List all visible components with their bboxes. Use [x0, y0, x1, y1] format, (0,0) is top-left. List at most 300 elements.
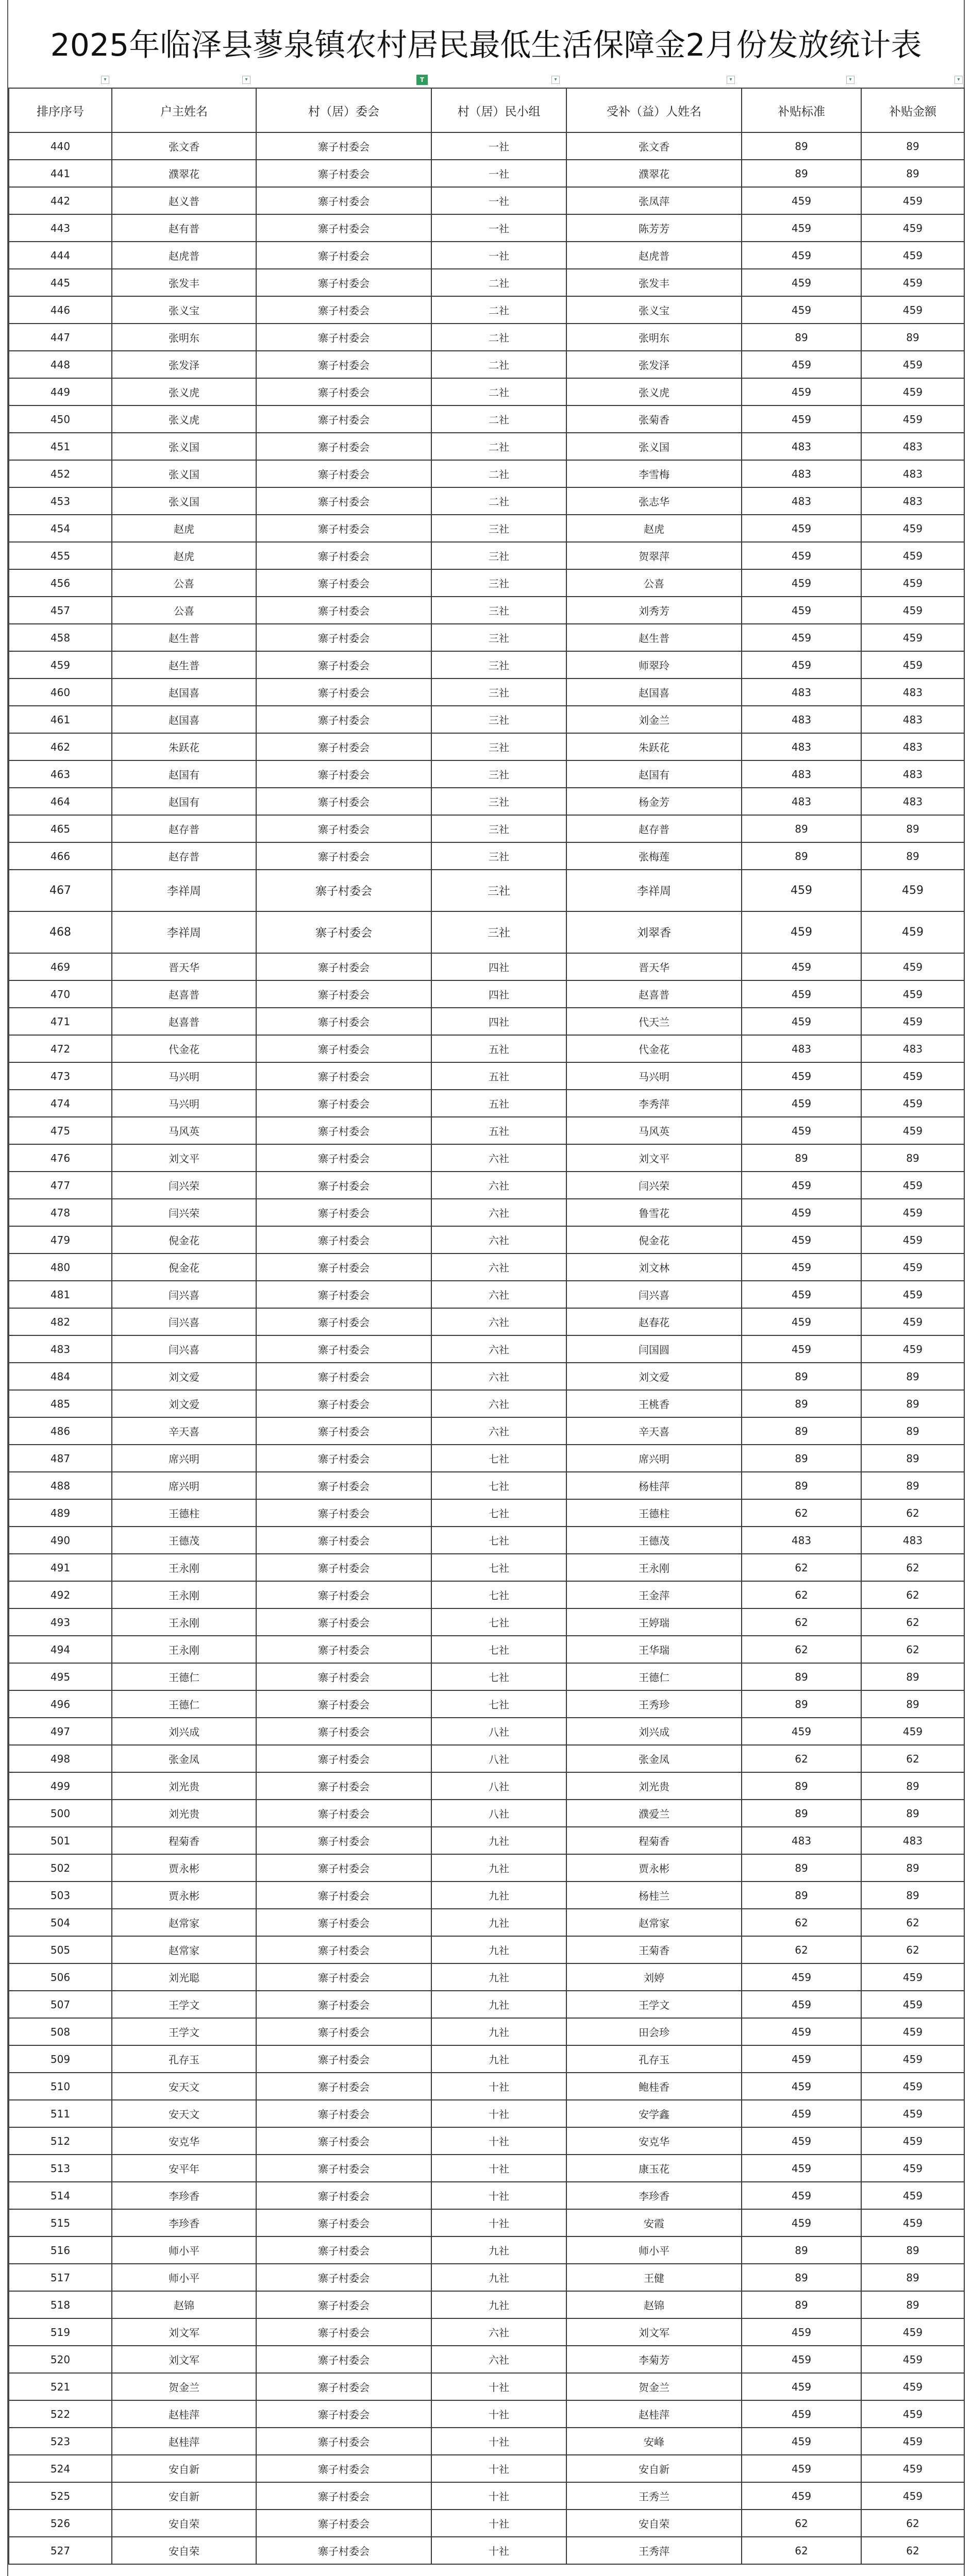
householder-cell[interactable]: 安天文: [112, 2100, 256, 2127]
standard-cell[interactable]: 89: [742, 1472, 861, 1499]
serial-cell[interactable]: 469: [9, 953, 112, 980]
householder-cell[interactable]: 王德仁: [112, 1690, 256, 1718]
group-cell[interactable]: 七社: [431, 1499, 566, 1527]
householder-cell[interactable]: 安自新: [112, 2455, 256, 2482]
serial-cell[interactable]: 455: [9, 542, 112, 569]
serial-cell[interactable]: 488: [9, 1472, 112, 1499]
beneficiary-cell[interactable]: 王华瑞: [566, 1636, 742, 1663]
group-cell[interactable]: 十社: [431, 2182, 566, 2209]
serial-cell[interactable]: 478: [9, 1199, 112, 1226]
group-cell[interactable]: 九社: [431, 2264, 566, 2291]
standard-cell[interactable]: 62: [742, 1499, 861, 1527]
committee-cell[interactable]: 寨子村委会: [256, 269, 431, 296]
group-cell[interactable]: 六社: [431, 1226, 566, 1253]
beneficiary-cell[interactable]: 刘翠香: [566, 911, 742, 953]
committee-cell[interactable]: 寨子村委会: [256, 1991, 431, 2018]
householder-cell[interactable]: 师小平: [112, 2236, 256, 2264]
amount-cell[interactable]: 89: [861, 1445, 964, 1472]
householder-cell[interactable]: 张文香: [112, 132, 256, 160]
group-cell[interactable]: 二社: [431, 405, 566, 433]
amount-cell[interactable]: 459: [861, 651, 964, 679]
householder-cell[interactable]: 赵有普: [112, 214, 256, 242]
standard-cell[interactable]: 459: [742, 1308, 861, 1335]
serial-cell[interactable]: 508: [9, 2018, 112, 2045]
serial-cell[interactable]: 448: [9, 351, 112, 378]
standard-cell[interactable]: 459: [742, 2455, 861, 2482]
standard-cell[interactable]: 459: [742, 2127, 861, 2155]
serial-cell[interactable]: 509: [9, 2045, 112, 2073]
amount-cell[interactable]: 62: [861, 1581, 964, 1608]
householder-cell[interactable]: 安自荣: [112, 2537, 256, 2564]
amount-cell[interactable]: 62: [861, 1745, 964, 1772]
householder-cell[interactable]: 师小平: [112, 2264, 256, 2291]
amount-cell[interactable]: 89: [861, 1854, 964, 1882]
serial-cell[interactable]: 441: [9, 160, 112, 187]
amount-cell[interactable]: 62: [861, 1499, 964, 1527]
beneficiary-cell[interactable]: 赵虎: [566, 515, 742, 542]
serial-cell[interactable]: 446: [9, 296, 112, 324]
householder-cell[interactable]: 马风英: [112, 1117, 256, 1144]
beneficiary-cell[interactable]: 王婷瑞: [566, 1608, 742, 1636]
householder-cell[interactable]: 赵生普: [112, 624, 256, 651]
householder-cell[interactable]: 公喜: [112, 597, 256, 624]
serial-cell[interactable]: 482: [9, 1308, 112, 1335]
householder-cell[interactable]: 张义宝: [112, 296, 256, 324]
serial-cell[interactable]: 458: [9, 624, 112, 651]
committee-cell[interactable]: 寨子村委会: [256, 351, 431, 378]
committee-cell[interactable]: 寨子村委会: [256, 2291, 431, 2318]
group-cell[interactable]: 五社: [431, 1117, 566, 1144]
beneficiary-cell[interactable]: 杨桂萍: [566, 1472, 742, 1499]
amount-cell[interactable]: 89: [861, 1772, 964, 1800]
committee-cell[interactable]: 寨子村委会: [256, 1745, 431, 1772]
beneficiary-cell[interactable]: 濮翠花: [566, 160, 742, 187]
amount-cell[interactable]: 89: [861, 132, 964, 160]
beneficiary-cell[interactable]: 王永刚: [566, 1554, 742, 1581]
committee-cell[interactable]: 寨子村委会: [256, 2073, 431, 2100]
beneficiary-cell[interactable]: 辛天喜: [566, 1417, 742, 1445]
column-header-serial[interactable]: 排序序号: [9, 88, 112, 132]
committee-cell[interactable]: 寨子村委会: [256, 242, 431, 269]
committee-cell[interactable]: 寨子村委会: [256, 1581, 431, 1608]
beneficiary-cell[interactable]: 贾永彬: [566, 1854, 742, 1882]
serial-cell[interactable]: 492: [9, 1581, 112, 1608]
beneficiary-cell[interactable]: 李珍香: [566, 2182, 742, 2209]
serial-cell[interactable]: 513: [9, 2155, 112, 2182]
standard-cell[interactable]: 459: [742, 269, 861, 296]
filter-dropdown-icon[interactable]: ▾: [727, 76, 735, 84]
committee-cell[interactable]: 寨子村委会: [256, 870, 431, 911]
beneficiary-cell[interactable]: 李雪梅: [566, 460, 742, 487]
standard-cell[interactable]: 459: [742, 351, 861, 378]
amount-cell[interactable]: 89: [861, 2264, 964, 2291]
serial-cell[interactable]: 523: [9, 2428, 112, 2455]
committee-cell[interactable]: 寨子村委会: [256, 1963, 431, 1991]
standard-cell[interactable]: 459: [742, 2428, 861, 2455]
serial-cell[interactable]: 465: [9, 815, 112, 842]
standard-cell[interactable]: 89: [742, 160, 861, 187]
amount-cell[interactable]: 459: [861, 405, 964, 433]
serial-cell[interactable]: 467: [9, 870, 112, 911]
householder-cell[interactable]: 贺金兰: [112, 2373, 256, 2400]
householder-cell[interactable]: 赵常家: [112, 1909, 256, 1936]
serial-cell[interactable]: 457: [9, 597, 112, 624]
standard-cell[interactable]: 89: [742, 1390, 861, 1417]
householder-cell[interactable]: 赵国喜: [112, 679, 256, 706]
serial-cell[interactable]: 470: [9, 980, 112, 1008]
standard-cell[interactable]: 89: [742, 1690, 861, 1718]
beneficiary-cell[interactable]: 闫兴喜: [566, 1281, 742, 1308]
beneficiary-cell[interactable]: 张文香: [566, 132, 742, 160]
beneficiary-cell[interactable]: 席兴明: [566, 1445, 742, 1472]
beneficiary-cell[interactable]: 杨金芳: [566, 788, 742, 815]
serial-cell[interactable]: 507: [9, 1991, 112, 2018]
householder-cell[interactable]: 王永刚: [112, 1554, 256, 1581]
amount-cell[interactable]: 459: [861, 378, 964, 405]
serial-cell[interactable]: 493: [9, 1608, 112, 1636]
standard-cell[interactable]: 89: [742, 132, 861, 160]
beneficiary-cell[interactable]: 张发泽: [566, 351, 742, 378]
standard-cell[interactable]: 459: [742, 542, 861, 569]
householder-cell[interactable]: 张明东: [112, 324, 256, 351]
committee-cell[interactable]: 寨子村委会: [256, 2264, 431, 2291]
group-cell[interactable]: 五社: [431, 1062, 566, 1090]
serial-cell[interactable]: 519: [9, 2318, 112, 2346]
beneficiary-cell[interactable]: 安峰: [566, 2428, 742, 2455]
group-cell[interactable]: 十社: [431, 2400, 566, 2428]
standard-cell[interactable]: 89: [742, 1363, 861, 1390]
serial-cell[interactable]: 464: [9, 788, 112, 815]
householder-cell[interactable]: 王永刚: [112, 1608, 256, 1636]
standard-cell[interactable]: 459: [742, 2018, 861, 2045]
beneficiary-cell[interactable]: 赵常家: [566, 1909, 742, 1936]
standard-cell[interactable]: 459: [742, 1253, 861, 1281]
standard-cell[interactable]: 459: [742, 515, 861, 542]
group-cell[interactable]: 六社: [431, 1390, 566, 1417]
amount-cell[interactable]: 459: [861, 1281, 964, 1308]
amount-cell[interactable]: 459: [861, 2346, 964, 2373]
standard-cell[interactable]: 459: [742, 2100, 861, 2127]
standard-cell[interactable]: 483: [742, 433, 861, 460]
committee-cell[interactable]: 寨子村委会: [256, 788, 431, 815]
group-cell[interactable]: 九社: [431, 1827, 566, 1854]
beneficiary-cell[interactable]: 安自荣: [566, 2510, 742, 2537]
amount-cell[interactable]: 459: [861, 2455, 964, 2482]
group-cell[interactable]: 二社: [431, 378, 566, 405]
group-cell[interactable]: 四社: [431, 980, 566, 1008]
group-cell[interactable]: 三社: [431, 842, 566, 870]
serial-cell[interactable]: 505: [9, 1936, 112, 1963]
amount-cell[interactable]: 459: [861, 2182, 964, 2209]
householder-cell[interactable]: 濮翠花: [112, 160, 256, 187]
committee-cell[interactable]: 寨子村委会: [256, 2537, 431, 2564]
serial-cell[interactable]: 487: [9, 1445, 112, 1472]
householder-cell[interactable]: 席兴明: [112, 1472, 256, 1499]
committee-cell[interactable]: 寨子村委会: [256, 487, 431, 515]
amount-cell[interactable]: 62: [861, 1909, 964, 1936]
householder-cell[interactable]: 安平年: [112, 2155, 256, 2182]
beneficiary-cell[interactable]: 赵存普: [566, 815, 742, 842]
standard-cell[interactable]: 89: [742, 324, 861, 351]
group-cell[interactable]: 十社: [431, 2428, 566, 2455]
committee-cell[interactable]: 寨子村委会: [256, 1253, 431, 1281]
committee-cell[interactable]: 寨子村委会: [256, 1363, 431, 1390]
group-cell[interactable]: 十社: [431, 2209, 566, 2236]
group-cell[interactable]: 五社: [431, 1035, 566, 1062]
amount-cell[interactable]: 459: [861, 597, 964, 624]
amount-cell[interactable]: 459: [861, 269, 964, 296]
beneficiary-cell[interactable]: 杨桂兰: [566, 1882, 742, 1909]
householder-cell[interactable]: 安自荣: [112, 2510, 256, 2537]
committee-cell[interactable]: 寨子村委会: [256, 1226, 431, 1253]
amount-cell[interactable]: 459: [861, 2373, 964, 2400]
beneficiary-cell[interactable]: 安霞: [566, 2209, 742, 2236]
householder-cell[interactable]: 赵虎: [112, 515, 256, 542]
serial-cell[interactable]: 521: [9, 2373, 112, 2400]
serial-cell[interactable]: 499: [9, 1772, 112, 1800]
householder-cell[interactable]: 马兴明: [112, 1062, 256, 1090]
serial-cell[interactable]: 453: [9, 487, 112, 515]
amount-cell[interactable]: 89: [861, 1390, 964, 1417]
beneficiary-cell[interactable]: 刘文军: [566, 2318, 742, 2346]
filter-dropdown-icon[interactable]: ▾: [846, 76, 854, 84]
serial-cell[interactable]: 477: [9, 1172, 112, 1199]
group-cell[interactable]: 六社: [431, 1308, 566, 1335]
group-cell[interactable]: 十社: [431, 2155, 566, 2182]
committee-cell[interactable]: 寨子村委会: [256, 2236, 431, 2264]
group-cell[interactable]: 三社: [431, 679, 566, 706]
group-cell[interactable]: 九社: [431, 2236, 566, 2264]
standard-cell[interactable]: 459: [742, 651, 861, 679]
amount-cell[interactable]: 459: [861, 187, 964, 214]
serial-cell[interactable]: 526: [9, 2510, 112, 2537]
householder-cell[interactable]: 倪金花: [112, 1253, 256, 1281]
group-cell[interactable]: 七社: [431, 1472, 566, 1499]
committee-cell[interactable]: 寨子村委会: [256, 1636, 431, 1663]
group-cell[interactable]: 十社: [431, 2373, 566, 2400]
standard-cell[interactable]: 459: [742, 405, 861, 433]
serial-cell[interactable]: 502: [9, 1854, 112, 1882]
serial-cell[interactable]: 504: [9, 1909, 112, 1936]
beneficiary-cell[interactable]: 程菊香: [566, 1827, 742, 1854]
beneficiary-cell[interactable]: 刘兴成: [566, 1718, 742, 1745]
beneficiary-cell[interactable]: 鲁雪花: [566, 1199, 742, 1226]
serial-cell[interactable]: 445: [9, 269, 112, 296]
serial-cell[interactable]: 462: [9, 733, 112, 760]
amount-cell[interactable]: 483: [861, 1035, 964, 1062]
serial-cell[interactable]: 459: [9, 651, 112, 679]
serial-cell[interactable]: 461: [9, 706, 112, 733]
amount-cell[interactable]: 483: [861, 760, 964, 788]
amount-cell[interactable]: 459: [861, 2155, 964, 2182]
amount-cell[interactable]: 459: [861, 624, 964, 651]
beneficiary-cell[interactable]: 王学文: [566, 1991, 742, 2018]
group-cell[interactable]: 一社: [431, 187, 566, 214]
group-cell[interactable]: 八社: [431, 1718, 566, 1745]
householder-cell[interactable]: 王学文: [112, 2018, 256, 2045]
group-cell[interactable]: 二社: [431, 351, 566, 378]
householder-cell[interactable]: 刘光聪: [112, 1963, 256, 1991]
committee-cell[interactable]: 寨子村委会: [256, 1854, 431, 1882]
householder-cell[interactable]: 王德茂: [112, 1527, 256, 1554]
householder-cell[interactable]: 张发泽: [112, 351, 256, 378]
committee-cell[interactable]: 寨子村委会: [256, 1417, 431, 1445]
standard-cell[interactable]: 89: [742, 2291, 861, 2318]
group-cell[interactable]: 十社: [431, 2073, 566, 2100]
standard-cell[interactable]: 89: [742, 1772, 861, 1800]
beneficiary-cell[interactable]: 张发丰: [566, 269, 742, 296]
group-cell[interactable]: 六社: [431, 2318, 566, 2346]
standard-cell[interactable]: 459: [742, 597, 861, 624]
committee-cell[interactable]: 寨子村委会: [256, 1499, 431, 1527]
amount-cell[interactable]: 459: [861, 2209, 964, 2236]
group-cell[interactable]: 二社: [431, 324, 566, 351]
committee-cell[interactable]: 寨子村委会: [256, 2428, 431, 2455]
amount-cell[interactable]: 483: [861, 460, 964, 487]
beneficiary-cell[interactable]: 王秀兰: [566, 2482, 742, 2510]
amount-cell[interactable]: 89: [861, 324, 964, 351]
committee-cell[interactable]: 寨子村委会: [256, 1527, 431, 1554]
serial-cell[interactable]: 449: [9, 378, 112, 405]
amount-cell[interactable]: 62: [861, 1554, 964, 1581]
amount-cell[interactable]: 459: [861, 2100, 964, 2127]
amount-cell[interactable]: 459: [861, 242, 964, 269]
householder-cell[interactable]: 王学文: [112, 1991, 256, 2018]
committee-cell[interactable]: 寨子村委会: [256, 2209, 431, 2236]
committee-cell[interactable]: 寨子村委会: [256, 296, 431, 324]
serial-cell[interactable]: 468: [9, 911, 112, 953]
householder-cell[interactable]: 席兴明: [112, 1445, 256, 1472]
householder-cell[interactable]: 张义国: [112, 487, 256, 515]
standard-cell[interactable]: 483: [742, 460, 861, 487]
standard-cell[interactable]: 89: [742, 1663, 861, 1690]
group-cell[interactable]: 九社: [431, 1854, 566, 1882]
amount-cell[interactable]: 483: [861, 706, 964, 733]
committee-cell[interactable]: 寨子村委会: [256, 515, 431, 542]
serial-cell[interactable]: 481: [9, 1281, 112, 1308]
standard-cell[interactable]: 483: [742, 1035, 861, 1062]
amount-cell[interactable]: 459: [861, 351, 964, 378]
group-cell[interactable]: 六社: [431, 1144, 566, 1172]
committee-cell[interactable]: 寨子村委会: [256, 1335, 431, 1363]
committee-cell[interactable]: 寨子村委会: [256, 1144, 431, 1172]
group-cell[interactable]: 三社: [431, 569, 566, 597]
beneficiary-cell[interactable]: 王德仁: [566, 1663, 742, 1690]
serial-cell[interactable]: 494: [9, 1636, 112, 1663]
amount-cell[interactable]: 459: [861, 515, 964, 542]
beneficiary-cell[interactable]: 闫国圆: [566, 1335, 742, 1363]
householder-cell[interactable]: 李祥周: [112, 911, 256, 953]
group-cell[interactable]: 三社: [431, 515, 566, 542]
amount-cell[interactable]: 62: [861, 2537, 964, 2564]
serial-cell[interactable]: 516: [9, 2236, 112, 2264]
standard-cell[interactable]: 483: [742, 487, 861, 515]
group-cell[interactable]: 七社: [431, 1445, 566, 1472]
amount-cell[interactable]: 483: [861, 679, 964, 706]
group-cell[interactable]: 九社: [431, 2018, 566, 2045]
householder-cell[interactable]: 张义国: [112, 433, 256, 460]
amount-cell[interactable]: 483: [861, 733, 964, 760]
beneficiary-cell[interactable]: 朱跃花: [566, 733, 742, 760]
group-cell[interactable]: 九社: [431, 2291, 566, 2318]
group-cell[interactable]: 六社: [431, 1253, 566, 1281]
group-cell[interactable]: 三社: [431, 815, 566, 842]
serial-cell[interactable]: 497: [9, 1718, 112, 1745]
amount-cell[interactable]: 62: [861, 1608, 964, 1636]
serial-cell[interactable]: 517: [9, 2264, 112, 2291]
amount-cell[interactable]: 483: [861, 788, 964, 815]
beneficiary-cell[interactable]: 代天兰: [566, 1008, 742, 1035]
column-header-beneficiary[interactable]: 受补（益）人姓名: [566, 88, 742, 132]
householder-cell[interactable]: 赵锦: [112, 2291, 256, 2318]
householder-cell[interactable]: 王德仁: [112, 1663, 256, 1690]
householder-cell[interactable]: 马兴明: [112, 1090, 256, 1117]
group-cell[interactable]: 三社: [431, 651, 566, 679]
beneficiary-cell[interactable]: 王金萍: [566, 1581, 742, 1608]
householder-cell[interactable]: 张发丰: [112, 269, 256, 296]
standard-cell[interactable]: 62: [742, 1608, 861, 1636]
serial-cell[interactable]: 524: [9, 2455, 112, 2482]
householder-cell[interactable]: 赵喜普: [112, 1008, 256, 1035]
householder-cell[interactable]: 刘文平: [112, 1144, 256, 1172]
standard-cell[interactable]: 62: [742, 1581, 861, 1608]
standard-cell[interactable]: 89: [742, 1800, 861, 1827]
beneficiary-cell[interactable]: 赵喜普: [566, 980, 742, 1008]
group-cell[interactable]: 六社: [431, 2346, 566, 2373]
committee-cell[interactable]: 寨子村委会: [256, 1800, 431, 1827]
householder-cell[interactable]: 李珍香: [112, 2182, 256, 2209]
householder-cell[interactable]: 赵国有: [112, 760, 256, 788]
group-cell[interactable]: 十社: [431, 2537, 566, 2564]
beneficiary-cell[interactable]: 李秀萍: [566, 1090, 742, 1117]
amount-cell[interactable]: 459: [861, 911, 964, 953]
committee-cell[interactable]: 寨子村委会: [256, 1690, 431, 1718]
group-cell[interactable]: 三社: [431, 788, 566, 815]
serial-cell[interactable]: 450: [9, 405, 112, 433]
group-cell[interactable]: 九社: [431, 1991, 566, 2018]
householder-cell[interactable]: 倪金花: [112, 1226, 256, 1253]
standard-cell[interactable]: 459: [742, 624, 861, 651]
committee-cell[interactable]: 寨子村委会: [256, 2127, 431, 2155]
standard-cell[interactable]: 459: [742, 187, 861, 214]
amount-cell[interactable]: 459: [861, 1963, 964, 1991]
amount-cell[interactable]: 459: [861, 980, 964, 1008]
beneficiary-cell[interactable]: 马风英: [566, 1117, 742, 1144]
amount-cell[interactable]: 459: [861, 2073, 964, 2100]
amount-cell[interactable]: 459: [861, 2400, 964, 2428]
amount-cell[interactable]: 459: [861, 2018, 964, 2045]
standard-cell[interactable]: 62: [742, 1554, 861, 1581]
beneficiary-cell[interactable]: 张菊香: [566, 405, 742, 433]
committee-cell[interactable]: 寨子村委会: [256, 1554, 431, 1581]
committee-cell[interactable]: 寨子村委会: [256, 1281, 431, 1308]
committee-cell[interactable]: 寨子村委会: [256, 1308, 431, 1335]
amount-cell[interactable]: 459: [861, 214, 964, 242]
standard-cell[interactable]: 483: [742, 679, 861, 706]
group-cell[interactable]: 一社: [431, 160, 566, 187]
committee-cell[interactable]: 寨子村委会: [256, 679, 431, 706]
committee-cell[interactable]: 寨子村委会: [256, 405, 431, 433]
group-cell[interactable]: 二社: [431, 269, 566, 296]
column-header-householder[interactable]: 户主姓名: [112, 88, 256, 132]
committee-cell[interactable]: 寨子村委会: [256, 980, 431, 1008]
column-header-standard[interactable]: 补贴标准: [742, 88, 861, 132]
serial-cell[interactable]: 489: [9, 1499, 112, 1527]
group-cell[interactable]: 五社: [431, 1090, 566, 1117]
beneficiary-cell[interactable]: 王健: [566, 2264, 742, 2291]
householder-cell[interactable]: 闫兴喜: [112, 1308, 256, 1335]
standard-cell[interactable]: 89: [742, 1144, 861, 1172]
